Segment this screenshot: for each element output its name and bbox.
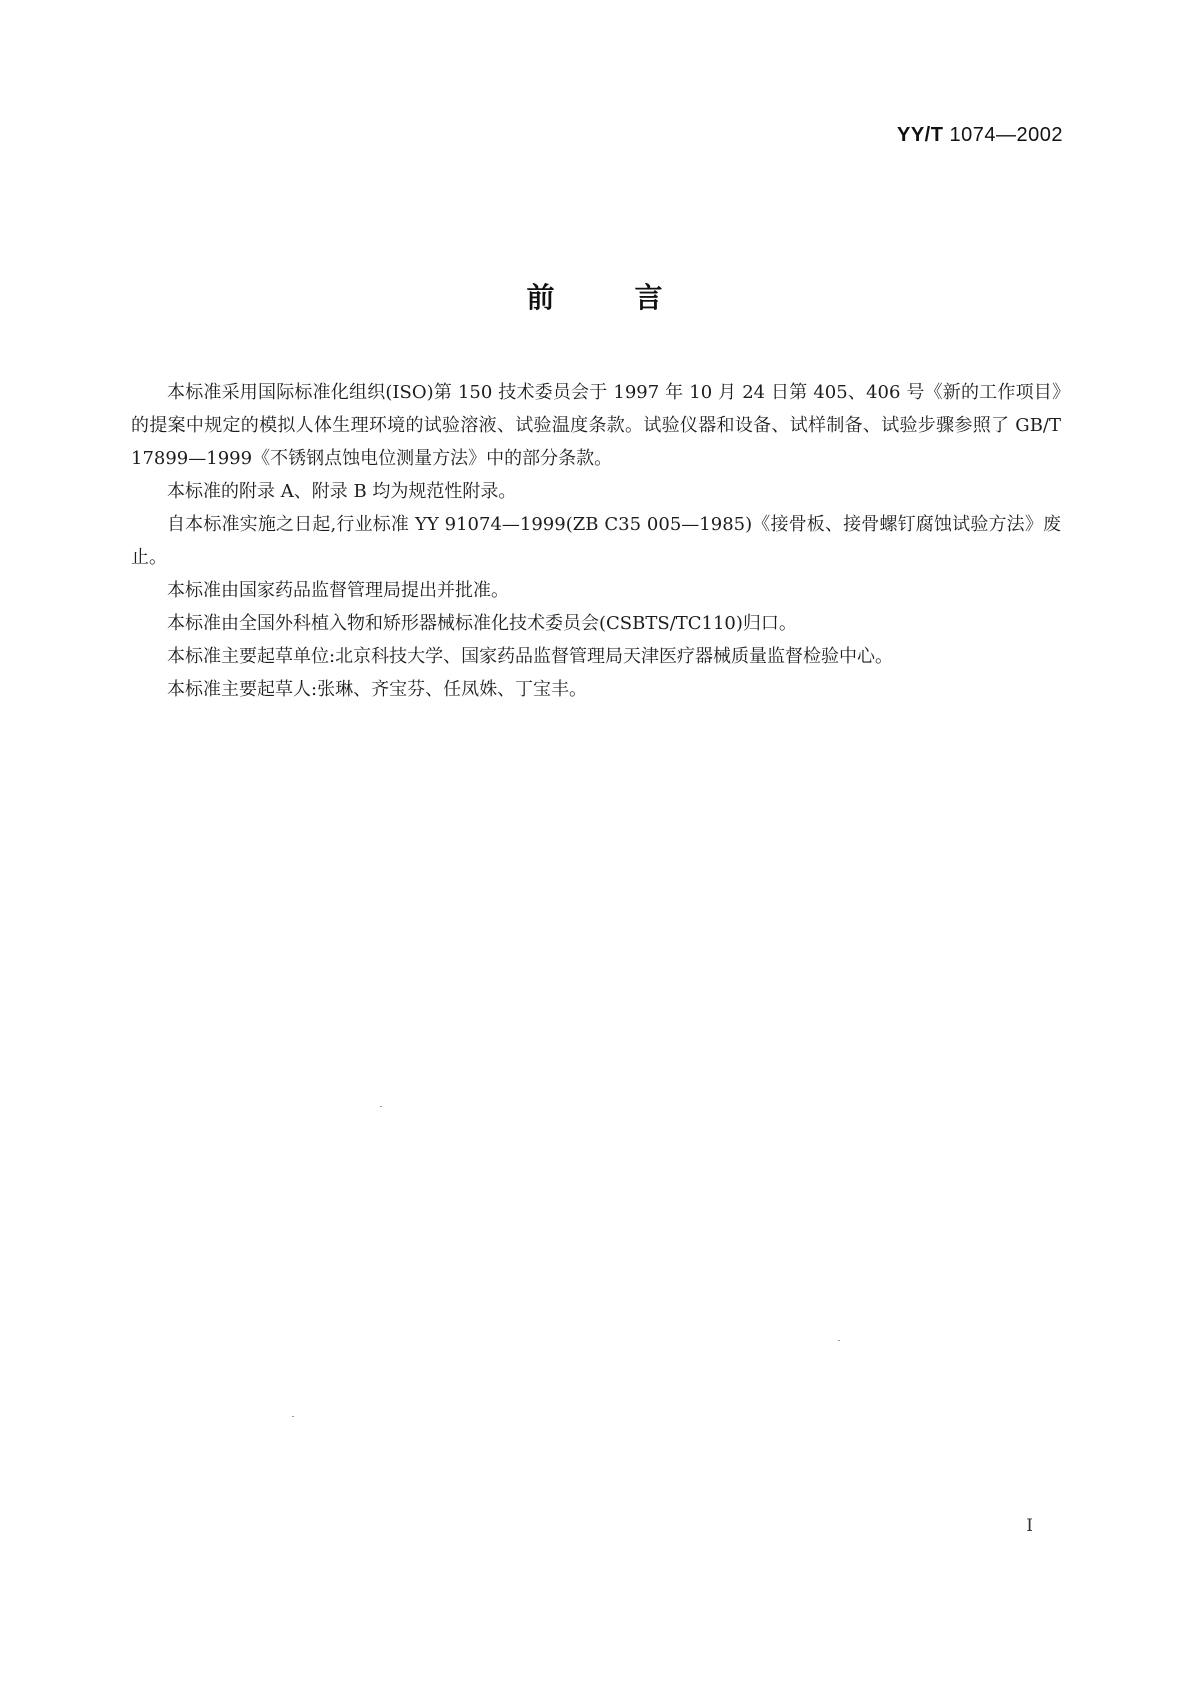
preface-title-part1: 前: [526, 281, 557, 314]
paragraph-committee: 本标准由全国外科植入物和矫形器械标准化技术委员会(CSBTS/TC110)归口。: [167, 613, 797, 634]
preface-title: [0, 276, 1191, 316]
scan-speck: [380, 1106, 382, 1107]
preface-title-part2: 言: [634, 281, 665, 314]
standard-number: [897, 124, 1063, 147]
scan-speck: [292, 1416, 294, 1417]
page-number: I: [1026, 1516, 1033, 1536]
paragraph-adoption: 本标准采用国际标准化组织(ISO)第 150 技术委员会于 1997 年 10 月 24 日第 405、406 号《新的工作项目》的提案中规定的模拟人体生理环境的试验溶液、试验温度条款。试验仪器和设备、试样制备、试验步骤参照了 GB/T 17899—1999《不锈钢点蚀电位测量方法》中的部分条款。: [131, 382, 1061, 469]
standard-org: YY/T: [897, 124, 944, 146]
paragraph-drafters: 本标准主要起草人:张琳、齐宝芬、任凤姝、丁宝丰。: [167, 679, 588, 700]
paragraph-annexes: 本标准的附录 A、附录 B 均为规范性附录。: [167, 481, 517, 502]
preface-body: [131, 376, 1061, 706]
paragraph-proposer: 本标准由国家药品监督管理局提出并批准。: [167, 580, 509, 601]
standard-code: 1074—2002: [949, 124, 1063, 146]
scan-speck: [838, 1340, 840, 1341]
paragraph-drafting-units: 本标准主要起草单位:北京科技大学、国家药品监督管理局天津医疗器械质量监督检验中心。: [167, 646, 894, 667]
paragraph-supersedes: 自本标准实施之日起,行业标准 YY 91074—1999(ZB C35 005—1985)《接骨板、接骨螺钉腐蚀试验方法》废止。: [131, 514, 1061, 568]
